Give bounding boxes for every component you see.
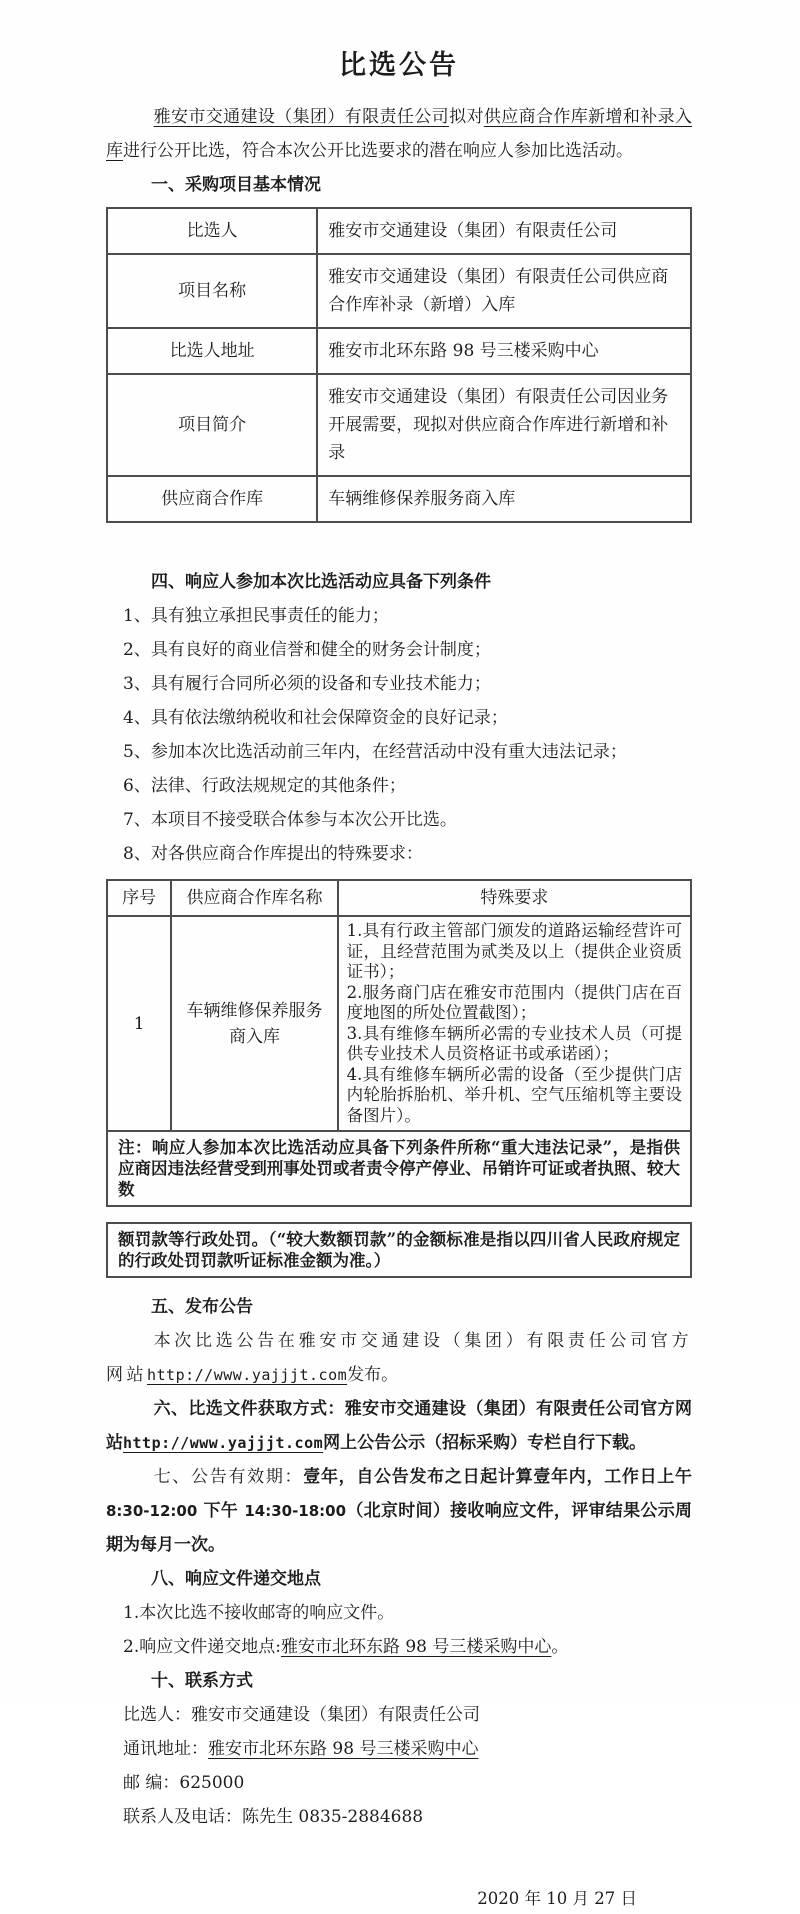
obtain-suffix-text: 网上公告公示（招标采购）专栏自行下载。 xyxy=(323,1433,647,1453)
column-header: 特殊要求 xyxy=(338,880,691,916)
requirement-item: 4.具有维修车辆所必需的设备（至少提供门店内轮胎拆胎机、举升机、空气压缩机等主要设备图片）。 xyxy=(346,1064,682,1125)
section4-heading: 四、响应人参加本次比选活动应具备下列条件 xyxy=(151,572,491,592)
morning-hours: 8:30-12:00 xyxy=(106,1502,198,1520)
list-item: 4、具有依法缴纳税收和社会保障资金的良好记录； xyxy=(123,708,508,728)
row-value: 雅安市交通建设（集团）有限责任公司因业务开展需要，现拟对供应商合作库进行新增和补录 xyxy=(317,374,691,476)
list-item: 5、参加本次比选活动前三年内，在经营活动中没有重大违法记录； xyxy=(123,742,627,762)
table-row xyxy=(107,328,691,374)
validity-bold-text: 壹年，自公告发布之日起计算壹年内，工作日上午 xyxy=(303,1467,693,1487)
table-row xyxy=(107,916,691,1131)
list-item: 1.本次比选不接收邮寄的响应文件。 xyxy=(123,1603,395,1623)
row-value: 雅安市交通建设（集团）有限责任公司供应商合作库补录（新增）入库 xyxy=(317,254,691,328)
delivery-address-underlined: 雅安市北环东路 98 号三楼采购中心 xyxy=(280,1637,552,1657)
publish-site-text: 本次比选公告在雅安市交通建设（集团）有限责任公司官方网站 xyxy=(106,1331,692,1385)
bidder-name-underlined: 雅安市交通建设（集团）有限责任公司 xyxy=(153,107,450,127)
spacer xyxy=(106,1278,692,1290)
obtain-method-text: 六、比选文件获取方式：雅安市交通建设（集团）有限责任公司官方网站 xyxy=(106,1399,692,1453)
postcode-line: 邮 编：625000 xyxy=(123,1773,245,1793)
document-title: 比选公告 xyxy=(339,50,459,81)
intro-paragraph xyxy=(106,100,692,168)
address-label: 通讯地址： xyxy=(123,1739,208,1759)
condition-list xyxy=(106,599,692,871)
contact-person-line: 联系人及电话：陈先生 0835-2884688 xyxy=(123,1807,424,1827)
row-value: 雅安市北环东路 98 号三楼采购中心 xyxy=(317,328,691,374)
section7-paragraph xyxy=(106,1460,692,1562)
mailing-address-underlined: 雅安市北环东路 98 号三楼采购中心 xyxy=(208,1739,479,1759)
website-link[interactable]: http://www.yajjjt.com xyxy=(123,1434,324,1452)
requirement-item: 1.具有行政主管部门颁发的道路运输经营许可证，且经营范围为贰类及以上（提供企业资质证书）； xyxy=(346,921,682,981)
table-note-row xyxy=(107,1131,691,1206)
table-row xyxy=(107,254,691,328)
section5-paragraph xyxy=(106,1324,692,1392)
document-date: 2020 年 10 月 27 日 xyxy=(477,1889,637,1908)
list-item: 6、法律、行政法规规定的其他条件； xyxy=(123,776,406,796)
bidder-line: 比选人：雅安市交通建设（集团）有限责任公司 xyxy=(123,1705,480,1725)
row-number-cell: 1 xyxy=(107,916,171,1131)
row-label: 比选人 xyxy=(107,208,317,254)
afternoon-hours: 14:30-18:00 xyxy=(244,1502,347,1520)
list-item: 1、具有独立承担民事责任的能力； xyxy=(123,606,389,626)
list-item: 8、对各供应商合作库提出的特殊要求： xyxy=(123,844,423,864)
list-item: 3、具有履行合同所必须的设备和专业技术能力； xyxy=(123,674,491,694)
row-label: 项目简介 xyxy=(107,374,317,476)
section8-heading: 八、响应文件递交地点 xyxy=(151,1569,321,1589)
column-header: 供应商合作库名称 xyxy=(171,880,337,916)
basic-info-table xyxy=(106,207,692,523)
requirement-item: 2.服务商门店在雅安市范围内（提供门店在百度地图的所处位置截图）； xyxy=(346,982,682,1022)
validity-rest-text: （北京时间）接收响应文件，评审结果公示周期为每月一次。 xyxy=(106,1501,692,1555)
project-subject-underlined: 供应商合作库新增和补录入库 xyxy=(106,107,693,161)
row-label: 比选人地址 xyxy=(107,328,317,374)
intro-mid-text: 拟对 xyxy=(449,107,484,127)
row-label: 项目名称 xyxy=(107,254,317,328)
requirement-item: 3.具有维修车辆所必需的专业技术人员（可提供专业技术人员资格证书或承诺函）； xyxy=(346,1023,682,1063)
section1-heading: 一、采购项目基本情况 xyxy=(151,175,321,195)
address-line xyxy=(106,1732,692,1766)
row-value: 车辆维修保养服务商入库 xyxy=(317,476,691,522)
row-label: 供应商合作库 xyxy=(107,476,317,522)
list-item: 7、本项目不接受联合体参与本次公开比选。 xyxy=(123,810,457,830)
contact-block xyxy=(106,1698,692,1834)
table-row xyxy=(107,476,691,522)
validity-lead-text: 七、公告有效期： xyxy=(153,1467,304,1487)
publish-suffix-text: 发布。 xyxy=(347,1365,399,1385)
list-item xyxy=(106,1630,692,1664)
special-requirements-table xyxy=(106,879,692,1207)
list-item: 2、具有良好的商业信誉和健全的财务会计制度； xyxy=(123,640,491,660)
row-value: 雅安市交通建设（集团）有限责任公司 xyxy=(317,208,691,254)
note-continuation-box: 额罚款等行政处罚。（“较大数额罚款”的金额标准是指以四川省人民政府规定的行政处罚罚款听证标准金额为准。） xyxy=(106,1222,692,1278)
afternoon-label: 下午 xyxy=(197,1501,245,1521)
section10-heading: 十、联系方式 xyxy=(151,1671,253,1691)
website-link[interactable]: http://www.yajjjt.com xyxy=(147,1366,348,1384)
intro-rest-text: 进行公开比选，符合本次公开比选要求的潜在响应人参加比选活动。 xyxy=(123,141,633,161)
section6-paragraph xyxy=(106,1392,692,1460)
library-name-cell: 车辆维修保养服务商入库 xyxy=(171,916,337,1131)
table-row xyxy=(107,374,691,476)
requirements-cell xyxy=(338,916,691,1131)
section5-heading: 五、发布公告 xyxy=(151,1297,253,1317)
table-row xyxy=(107,208,691,254)
table-header-row xyxy=(107,880,691,916)
delivery-suffix: 。 xyxy=(551,1637,569,1657)
delivery-place-label: 2.响应文件递交地点: xyxy=(123,1637,281,1657)
spacer xyxy=(106,523,692,565)
note-text: 注：响应人参加本次比选活动应具备下列条件所称“重大违法记录”，是指供应商因违法经营受到刑事处罚或者责令停产停业、吊销许可证或者执照、较大数 xyxy=(107,1131,691,1206)
delivery-list xyxy=(106,1596,692,1664)
column-header: 序号 xyxy=(107,880,171,916)
